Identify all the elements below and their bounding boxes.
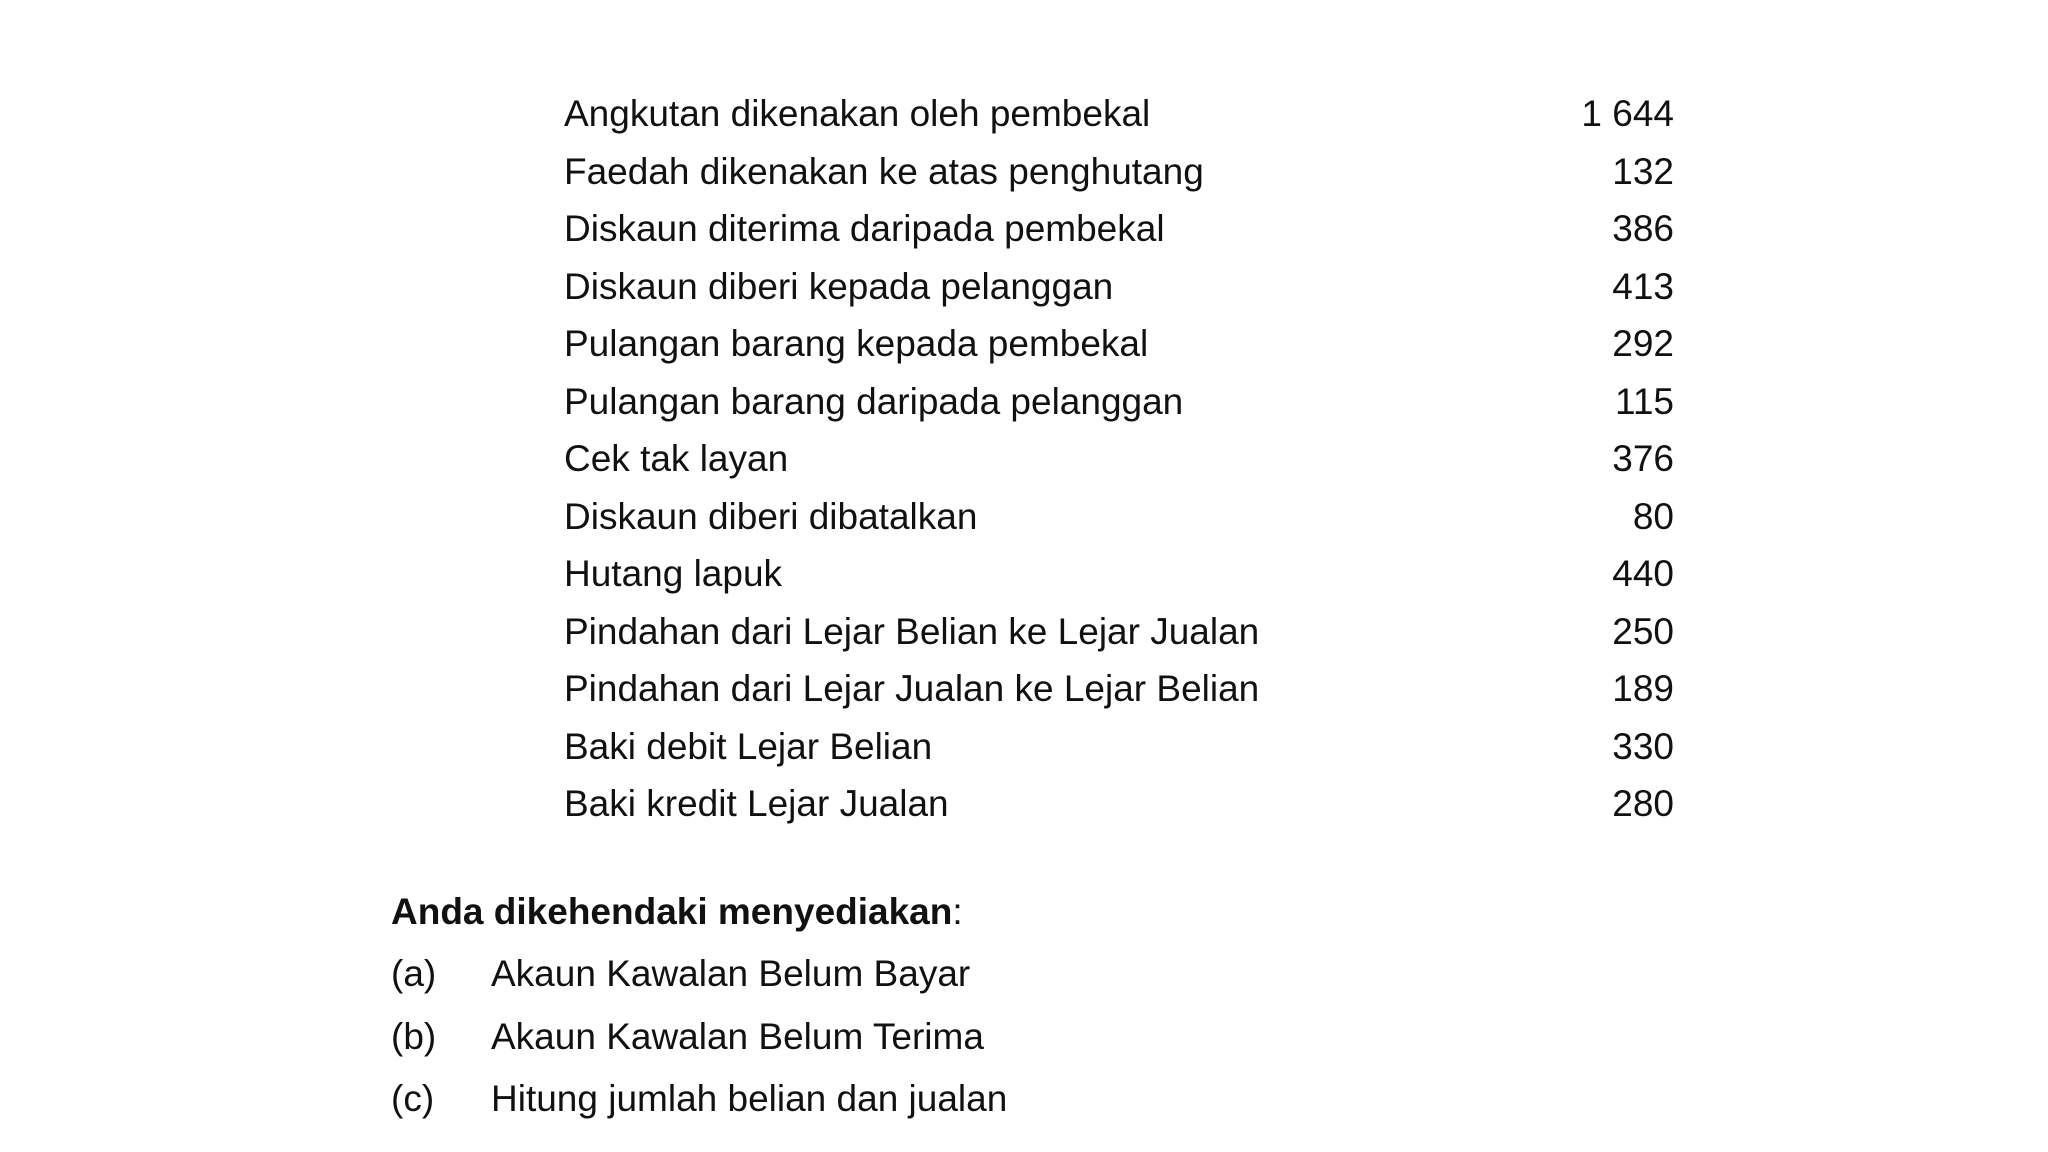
item-value: 413 (1612, 265, 1674, 307)
list-item (564, 258, 1674, 316)
item-label: Pulangan barang kepada pembekal (564, 323, 1149, 364)
list-item (564, 85, 1674, 143)
list-item (564, 488, 1674, 546)
item-label: Baki kredit Lejar Jualan (564, 783, 949, 824)
task-letter: (a) (391, 953, 437, 994)
instructions-section (391, 880, 1591, 1131)
instructions-heading (391, 880, 1591, 943)
item-label: Pulangan barang daripada pelanggan (564, 380, 1184, 422)
item-label: Baki debit Lejar Belian (564, 725, 933, 767)
item-value: 440 (1612, 553, 1674, 594)
item-label: Faedah dikenakan ke atas penghutang (564, 150, 1204, 192)
list-item (564, 200, 1674, 258)
list-item (564, 775, 1674, 833)
item-value: 386 (1612, 208, 1674, 249)
item-label: Diskaun diterima daripada pembekal (564, 208, 1165, 249)
item-label: Diskaun diberi kepada pelanggan (564, 265, 1114, 307)
task-text: Hitung jumlah belian dan jualan (491, 1078, 1008, 1119)
item-label: Pindahan dari Lejar Belian ke Lejar Jualan (564, 610, 1260, 652)
item-value: 376 (1612, 438, 1674, 479)
task-item (391, 943, 1591, 1006)
item-label: Hutang lapuk (564, 553, 783, 594)
list-item (564, 430, 1674, 488)
item-label: Cek tak layan (564, 438, 789, 479)
item-value: 292 (1612, 323, 1674, 364)
item-value: 280 (1612, 783, 1674, 824)
item-value: 1 644 (1581, 93, 1674, 134)
item-label: Pindahan dari Lejar Jualan ke Lejar Belian (564, 668, 1260, 709)
list-item (564, 660, 1674, 718)
item-value: 80 (1632, 495, 1674, 537)
instructions-heading-colon: : (952, 891, 963, 932)
item-value: 330 (1612, 725, 1674, 767)
list-item (564, 545, 1674, 603)
items-list (564, 85, 1674, 833)
item-value: 250 (1612, 610, 1674, 652)
list-item (564, 373, 1674, 431)
task-letter: (c) (391, 1078, 435, 1119)
item-label: Diskaun diberi dibatalkan (564, 495, 978, 537)
list-item (564, 718, 1674, 776)
list-item (564, 143, 1674, 201)
item-value: 132 (1612, 150, 1674, 192)
task-item (391, 1006, 1591, 1069)
item-value: 189 (1612, 668, 1674, 709)
list-item (564, 315, 1674, 373)
list-item (564, 603, 1674, 661)
task-letter: (b) (391, 1015, 437, 1057)
item-value: 115 (1615, 380, 1674, 422)
item-label: Angkutan dikenakan oleh pembekal (564, 93, 1151, 134)
task-item (391, 1068, 1591, 1131)
task-text: Akaun Kawalan Belum Bayar (491, 953, 971, 994)
instructions-heading-text: Anda dikehendaki menyediakan (391, 891, 953, 932)
task-text: Akaun Kawalan Belum Terima (491, 1015, 984, 1057)
